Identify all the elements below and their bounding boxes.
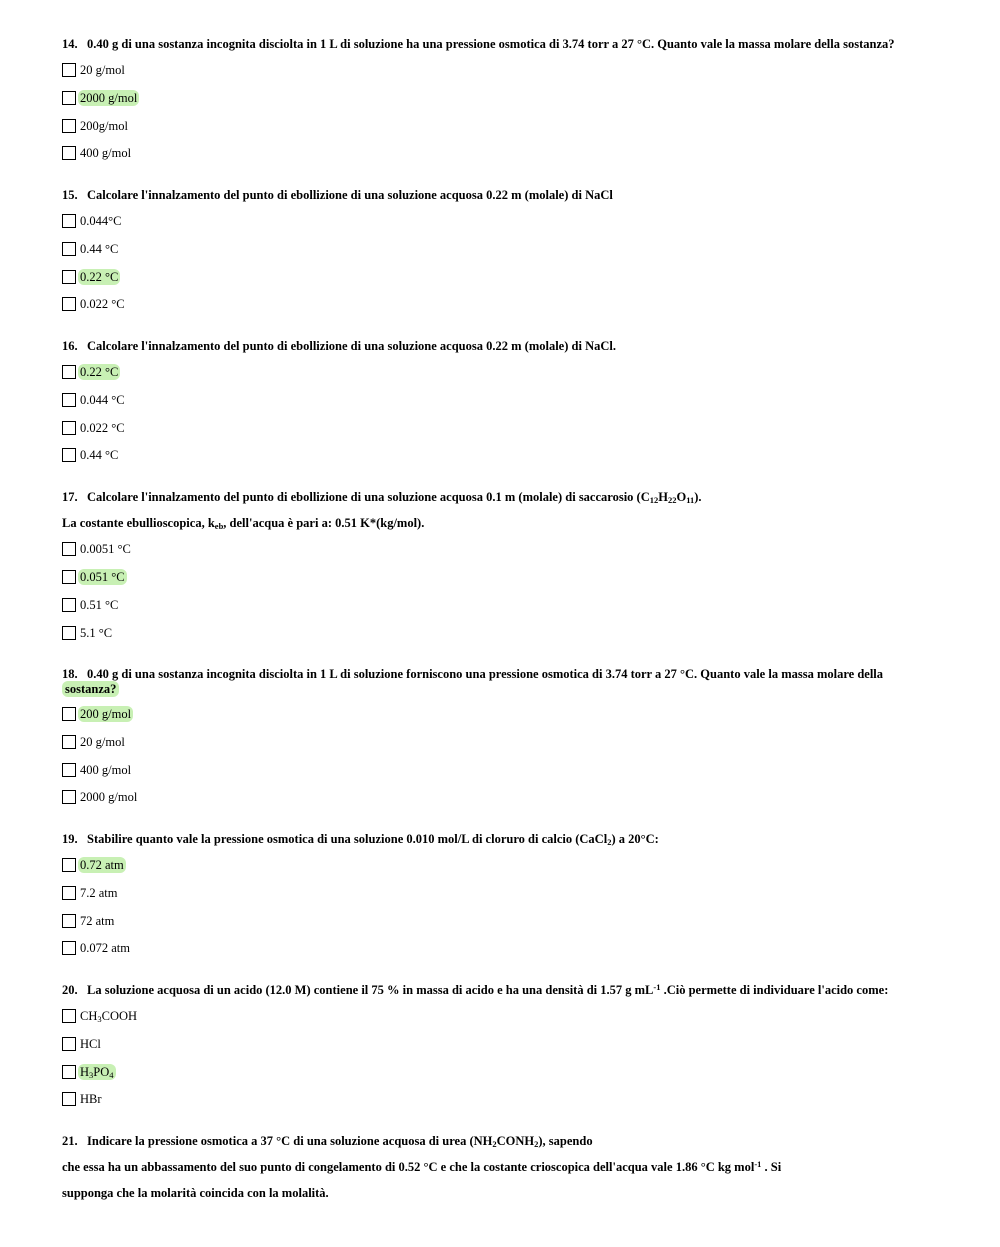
subscript: 3 bbox=[89, 1070, 94, 1080]
answer-option[interactable] bbox=[62, 295, 127, 313]
option-label: 0.072 atm bbox=[80, 941, 130, 955]
option-label: 400 g/mol bbox=[80, 146, 132, 160]
question-text: 0.40 g di una sostanza incognita disciolta in 1 L di soluzione ha una pressione osmotica di 3.74 torr a 27 °C. Quanto vale la massa molare della sostanza? bbox=[87, 37, 895, 51]
formula-part: COOH bbox=[101, 1009, 138, 1023]
text-part: La costante ebullioscopica, k bbox=[62, 516, 215, 530]
text-part: , dell'acqua è pari a: 0.51 K*(kg/mol). bbox=[223, 516, 425, 530]
answer-option-correct[interactable] bbox=[62, 705, 133, 723]
question-18-continued bbox=[62, 682, 942, 696]
option-label: 0.051 °C bbox=[80, 570, 125, 584]
answer-option[interactable] bbox=[62, 884, 120, 902]
answer-option-correct[interactable] bbox=[62, 363, 120, 381]
text-part: H bbox=[658, 490, 668, 504]
checkbox[interactable] bbox=[62, 1037, 76, 1051]
checkbox[interactable] bbox=[62, 626, 76, 640]
question-21-line-2 bbox=[62, 1160, 942, 1174]
answer-option-correct[interactable] bbox=[62, 1063, 116, 1081]
question-19 bbox=[62, 832, 942, 846]
option-label: HBr bbox=[80, 1092, 102, 1106]
text-part: . Si bbox=[761, 1160, 782, 1174]
checkbox[interactable] bbox=[62, 270, 76, 284]
checkbox[interactable] bbox=[62, 941, 76, 955]
text-part: CONH bbox=[496, 1134, 535, 1148]
option-label: HCl bbox=[80, 1037, 101, 1051]
answer-option-correct[interactable] bbox=[62, 856, 126, 874]
highlighted-text: sostanza? bbox=[62, 681, 119, 697]
text-part: Indicare la pressione osmotica a 37 °C di una soluzione acquosa di urea (NH bbox=[87, 1134, 493, 1148]
option-label: 20 g/mol bbox=[80, 63, 125, 77]
text-part: ) a 20°C: bbox=[611, 832, 659, 846]
answer-option[interactable] bbox=[62, 939, 132, 957]
answer-option[interactable] bbox=[62, 596, 120, 614]
superscript: -1 bbox=[653, 982, 661, 992]
option-label: 0.044 °C bbox=[80, 393, 125, 407]
subscript: 2 bbox=[607, 837, 612, 847]
answer-option-correct[interactable] bbox=[62, 89, 139, 107]
answer-option[interactable] bbox=[62, 240, 120, 258]
answer-option[interactable] bbox=[62, 1090, 104, 1108]
question-text: Calcolare l'innalzamento del punto di ebollizione di una soluzione acquosa 0.22 m (molale) di NaCl bbox=[87, 188, 613, 202]
answer-option[interactable] bbox=[62, 61, 127, 79]
option-label: 0.022 °C bbox=[80, 297, 125, 311]
question-21-line-3 bbox=[62, 1186, 942, 1200]
question-number: 18. bbox=[62, 667, 78, 681]
superscript: -1 bbox=[754, 1159, 762, 1169]
option-label: 5.1 °C bbox=[80, 626, 113, 640]
option-label: 0.022 °C bbox=[80, 421, 125, 435]
checkbox[interactable] bbox=[62, 242, 76, 256]
question-number: 16. bbox=[62, 339, 78, 353]
text-part: Stabilire quanto vale la pressione osmotica di una soluzione 0.010 mol/L di cloruro di calcio (CaCl bbox=[87, 832, 608, 846]
checkbox[interactable] bbox=[62, 214, 76, 228]
question-16 bbox=[62, 339, 942, 353]
answer-option[interactable] bbox=[62, 624, 114, 642]
question-text bbox=[87, 1134, 593, 1148]
option-label: 0.0051 °C bbox=[80, 542, 131, 556]
checkbox[interactable] bbox=[62, 858, 76, 872]
checkbox[interactable] bbox=[62, 790, 76, 804]
answer-option[interactable] bbox=[62, 419, 127, 437]
answer-option[interactable] bbox=[62, 212, 123, 230]
question-text: Calcolare l'innalzamento del punto di ebollizione di una soluzione acquosa 0.22 m (molale) di NaCl. bbox=[87, 339, 616, 353]
option-label: 400 g/mol bbox=[80, 763, 132, 777]
question-17 bbox=[62, 490, 942, 504]
option-label: 7.2 atm bbox=[80, 886, 118, 900]
option-label: 0.72 atm bbox=[80, 858, 124, 872]
option-label: 0.044°C bbox=[80, 214, 122, 228]
checkbox[interactable] bbox=[62, 707, 76, 721]
option-label bbox=[78, 1064, 116, 1080]
checkbox[interactable] bbox=[62, 1009, 76, 1023]
answer-option-correct[interactable] bbox=[62, 268, 120, 286]
option-label: 200 g/mol bbox=[80, 707, 132, 721]
checkbox[interactable] bbox=[62, 119, 76, 133]
checkbox[interactable] bbox=[62, 91, 76, 105]
question-17-constant bbox=[62, 516, 942, 530]
answer-option[interactable] bbox=[62, 1007, 139, 1025]
option-label: 20 g/mol bbox=[80, 735, 125, 749]
answer-option[interactable] bbox=[62, 540, 133, 558]
question-number: 19. bbox=[62, 832, 78, 846]
subscript: 2 bbox=[492, 1139, 497, 1149]
option-label: 0.22 °C bbox=[80, 365, 119, 379]
checkbox[interactable] bbox=[62, 1065, 76, 1079]
text-part: Calcolare l'innalzamento del punto di ebollizione di una soluzione acquosa 0.1 m (molale) di saccarosio (C bbox=[87, 490, 650, 504]
subscript: 2 bbox=[534, 1139, 539, 1149]
question-21 bbox=[62, 1134, 942, 1148]
checkbox[interactable] bbox=[62, 542, 76, 556]
answer-option[interactable] bbox=[62, 446, 120, 464]
checkbox[interactable] bbox=[62, 763, 76, 777]
checkbox[interactable] bbox=[62, 886, 76, 900]
option-label: 0.22 °C bbox=[80, 270, 119, 284]
checkbox[interactable] bbox=[62, 393, 76, 407]
answer-option[interactable] bbox=[62, 912, 116, 930]
subscript: 22 bbox=[668, 495, 677, 505]
text-part: La soluzione acquosa di un acido (12.0 M) contiene il 75 % in massa di acido e ha una densità di 1.57 g mL bbox=[87, 983, 654, 997]
checkbox[interactable] bbox=[62, 1092, 76, 1106]
question-number: 21. bbox=[62, 1134, 78, 1148]
option-label: 2000 g/mol bbox=[80, 790, 138, 804]
text-part: supponga che la molarità coincida con la molalità. bbox=[62, 1186, 329, 1200]
option-label: 72 atm bbox=[80, 914, 115, 928]
text-part: ), sapendo bbox=[538, 1134, 593, 1148]
answer-option-correct[interactable] bbox=[62, 568, 127, 586]
question-text bbox=[87, 983, 888, 997]
question-number: 17. bbox=[62, 490, 78, 504]
answer-option[interactable] bbox=[62, 733, 127, 751]
text-part: O bbox=[676, 490, 687, 504]
question-18 bbox=[62, 667, 942, 681]
text-part: ). bbox=[694, 490, 702, 504]
subscript: eb bbox=[214, 521, 224, 531]
question-20 bbox=[62, 983, 942, 997]
text-part: .Ciò permette di individuare l'acido come: bbox=[660, 983, 889, 997]
checkbox[interactable] bbox=[62, 146, 76, 160]
question-text bbox=[87, 832, 659, 846]
option-label: 0.44 °C bbox=[80, 448, 119, 462]
subscript: 3 bbox=[97, 1014, 102, 1024]
subscript: 12 bbox=[649, 495, 659, 505]
checkbox[interactable] bbox=[62, 421, 76, 435]
text-part: che essa ha un abbassamento del suo punto di congelamento di 0.52 °C e che la costante crioscopica dell'acqua vale 1.86 °C kg mol bbox=[62, 1160, 755, 1174]
option-label: 2000 g/mol bbox=[80, 91, 138, 105]
checkbox[interactable] bbox=[62, 448, 76, 462]
checkbox[interactable] bbox=[62, 735, 76, 749]
checkbox[interactable] bbox=[62, 365, 76, 379]
question-14 bbox=[62, 37, 942, 51]
question-text bbox=[87, 490, 702, 504]
checkbox[interactable] bbox=[62, 570, 76, 584]
formula-part: CH bbox=[80, 1009, 98, 1023]
subscript: 4 bbox=[109, 1070, 114, 1080]
option-label: 0.51 °C bbox=[80, 598, 119, 612]
option-label bbox=[78, 1008, 139, 1024]
checkbox[interactable] bbox=[62, 297, 76, 311]
answer-option[interactable] bbox=[62, 391, 127, 409]
answer-option[interactable] bbox=[62, 117, 130, 135]
answer-option[interactable] bbox=[62, 1035, 103, 1053]
checkbox[interactable] bbox=[62, 914, 76, 928]
question-number: 20. bbox=[62, 983, 78, 997]
subscript: 11 bbox=[686, 495, 695, 505]
formula-part: PO bbox=[93, 1065, 110, 1079]
option-label: 0.44 °C bbox=[80, 242, 119, 256]
checkbox[interactable] bbox=[62, 63, 76, 77]
option-label: 200g/mol bbox=[80, 119, 128, 133]
answer-option[interactable] bbox=[62, 788, 139, 806]
question-text: 0.40 g di una sostanza incognita disciolta in 1 L di soluzione forniscono una pressione osmotica di 3.74 torr a 27 °C. Quanto vale la massa molare della bbox=[87, 667, 884, 681]
question-15 bbox=[62, 188, 942, 202]
question-number: 15. bbox=[62, 188, 78, 202]
checkbox[interactable] bbox=[62, 598, 76, 612]
question-number: 14. bbox=[62, 37, 78, 51]
answer-option[interactable] bbox=[62, 761, 133, 779]
answer-option[interactable] bbox=[62, 144, 133, 162]
formula-part: H bbox=[80, 1065, 90, 1079]
